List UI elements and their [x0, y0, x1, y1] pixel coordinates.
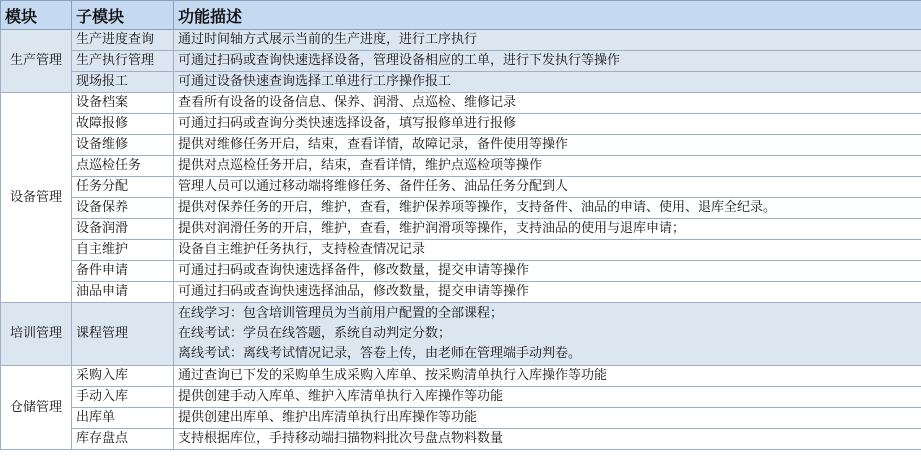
module-cell: 生产管理	[1, 30, 72, 93]
description-cell: 支持根据库位，手持移动端扫描物料批次号盘点物料数量	[174, 429, 921, 450]
description-line: 在线考试：学员在线答题，系统自动判定分数；	[178, 326, 452, 341]
submodule-cell: 课程管理	[72, 303, 174, 366]
header-module: 模块	[1, 1, 72, 30]
table-row	[1, 93, 921, 114]
submodule-cell: 现场报工	[72, 72, 174, 93]
submodule-cell: 采购入库	[72, 366, 174, 387]
submodule-cell: 备件申请	[72, 261, 174, 282]
table-row	[1, 282, 921, 303]
submodule-cell: 生产进度查询	[72, 30, 174, 51]
description-cell: 可通过扫码或查询快速选择备件，修改数量，提交申请等操作	[174, 261, 921, 282]
description-cell: 提供创建出库单、维护出库清单执行出库操作等功能	[174, 408, 921, 429]
description-cell: 提供对保养任务的开启，维护，查看，维护保养项等操作，支持备件、油品的申请、使用、退库全纪录。	[174, 198, 921, 219]
description-cell: 通过时间轴方式展示当前的生产进度，进行工序执行	[174, 30, 921, 51]
submodule-cell: 库存盘点	[72, 429, 174, 450]
description-cell: 提供对润滑任务的开启，维护，查看，维护润滑项等操作，支持油品的使用与退库申请；	[174, 219, 921, 240]
module-cell: 培训管理	[1, 303, 72, 366]
header-row	[1, 1, 921, 30]
description-line: 在线学习：包含培训管理员为当前用户配置的全部课程；	[178, 306, 504, 321]
description-cell: 管理人员可以通过移动端将维修任务、备件任务、油品任务分配到人	[174, 177, 921, 198]
module-cell: 仓储管理	[1, 366, 72, 450]
submodule-cell: 手动入库	[72, 387, 174, 408]
table-row	[1, 261, 921, 282]
description-cell: 可通过扫码或查询快速选择油品，修改数量，提交申请等操作	[174, 282, 921, 303]
submodule-cell: 自主维护	[72, 240, 174, 261]
description-cell: 设备自主维护任务执行，支持检查情况记录	[174, 240, 921, 261]
description-line: 离线考试：离线考试情况记录，答卷上传，由老师在管理端手动判卷。	[178, 346, 582, 361]
table-row	[1, 72, 921, 93]
description-cell: 可通过扫码或查询分类快速选择设备，填写报修单进行报修	[174, 114, 921, 135]
submodule-cell: 油品申请	[72, 282, 174, 303]
submodule-cell: 任务分配	[72, 177, 174, 198]
table-row	[1, 30, 921, 51]
description-cell: 通过查询已下发的采购单生成采购入库单、按采购清单执行入库操作等功能	[174, 366, 921, 387]
table-body	[1, 30, 921, 450]
table-row	[1, 51, 921, 72]
table-row	[1, 219, 921, 240]
description-cell: 可通过扫码或查询快速选择设备，管理设备相应的工单，进行下发执行等操作	[174, 51, 921, 72]
table-row	[1, 198, 921, 219]
submodule-cell: 出库单	[72, 408, 174, 429]
submodule-cell: 生产执行管理	[72, 51, 174, 72]
table-row	[1, 408, 921, 429]
table-row	[1, 366, 921, 387]
table-row	[1, 156, 921, 177]
table-row	[1, 303, 921, 366]
submodule-cell: 设备保养	[72, 198, 174, 219]
table-row	[1, 429, 921, 450]
module-cell: 设备管理	[1, 93, 72, 303]
description-cell: 提供对维修任务开启，结束，查看详情，故障记录，备件使用等操作	[174, 135, 921, 156]
description-cell: 提供创建手动入库单、维护入库清单执行入库操作等功能	[174, 387, 921, 408]
header-description: 功能描述	[174, 1, 921, 30]
table-row	[1, 114, 921, 135]
submodule-cell: 设备维修	[72, 135, 174, 156]
description-cell: 提供对点巡检任务开启，结束，查看详情，维护点巡检项等操作	[174, 156, 921, 177]
description-cell	[174, 303, 921, 366]
description-cell: 查看所有设备的设备信息、保养、润滑、点巡检、维修记录	[174, 93, 921, 114]
table-row	[1, 177, 921, 198]
table-row	[1, 387, 921, 408]
table-row	[1, 240, 921, 261]
submodule-cell: 设备润滑	[72, 219, 174, 240]
submodule-cell: 设备档案	[72, 93, 174, 114]
submodule-cell: 点巡检任务	[72, 156, 174, 177]
table-row	[1, 135, 921, 156]
description-cell: 可通过设备快速查询选择工单进行工序操作报工	[174, 72, 921, 93]
submodule-cell: 故障报修	[72, 114, 174, 135]
header-submodule: 子模块	[72, 1, 174, 30]
